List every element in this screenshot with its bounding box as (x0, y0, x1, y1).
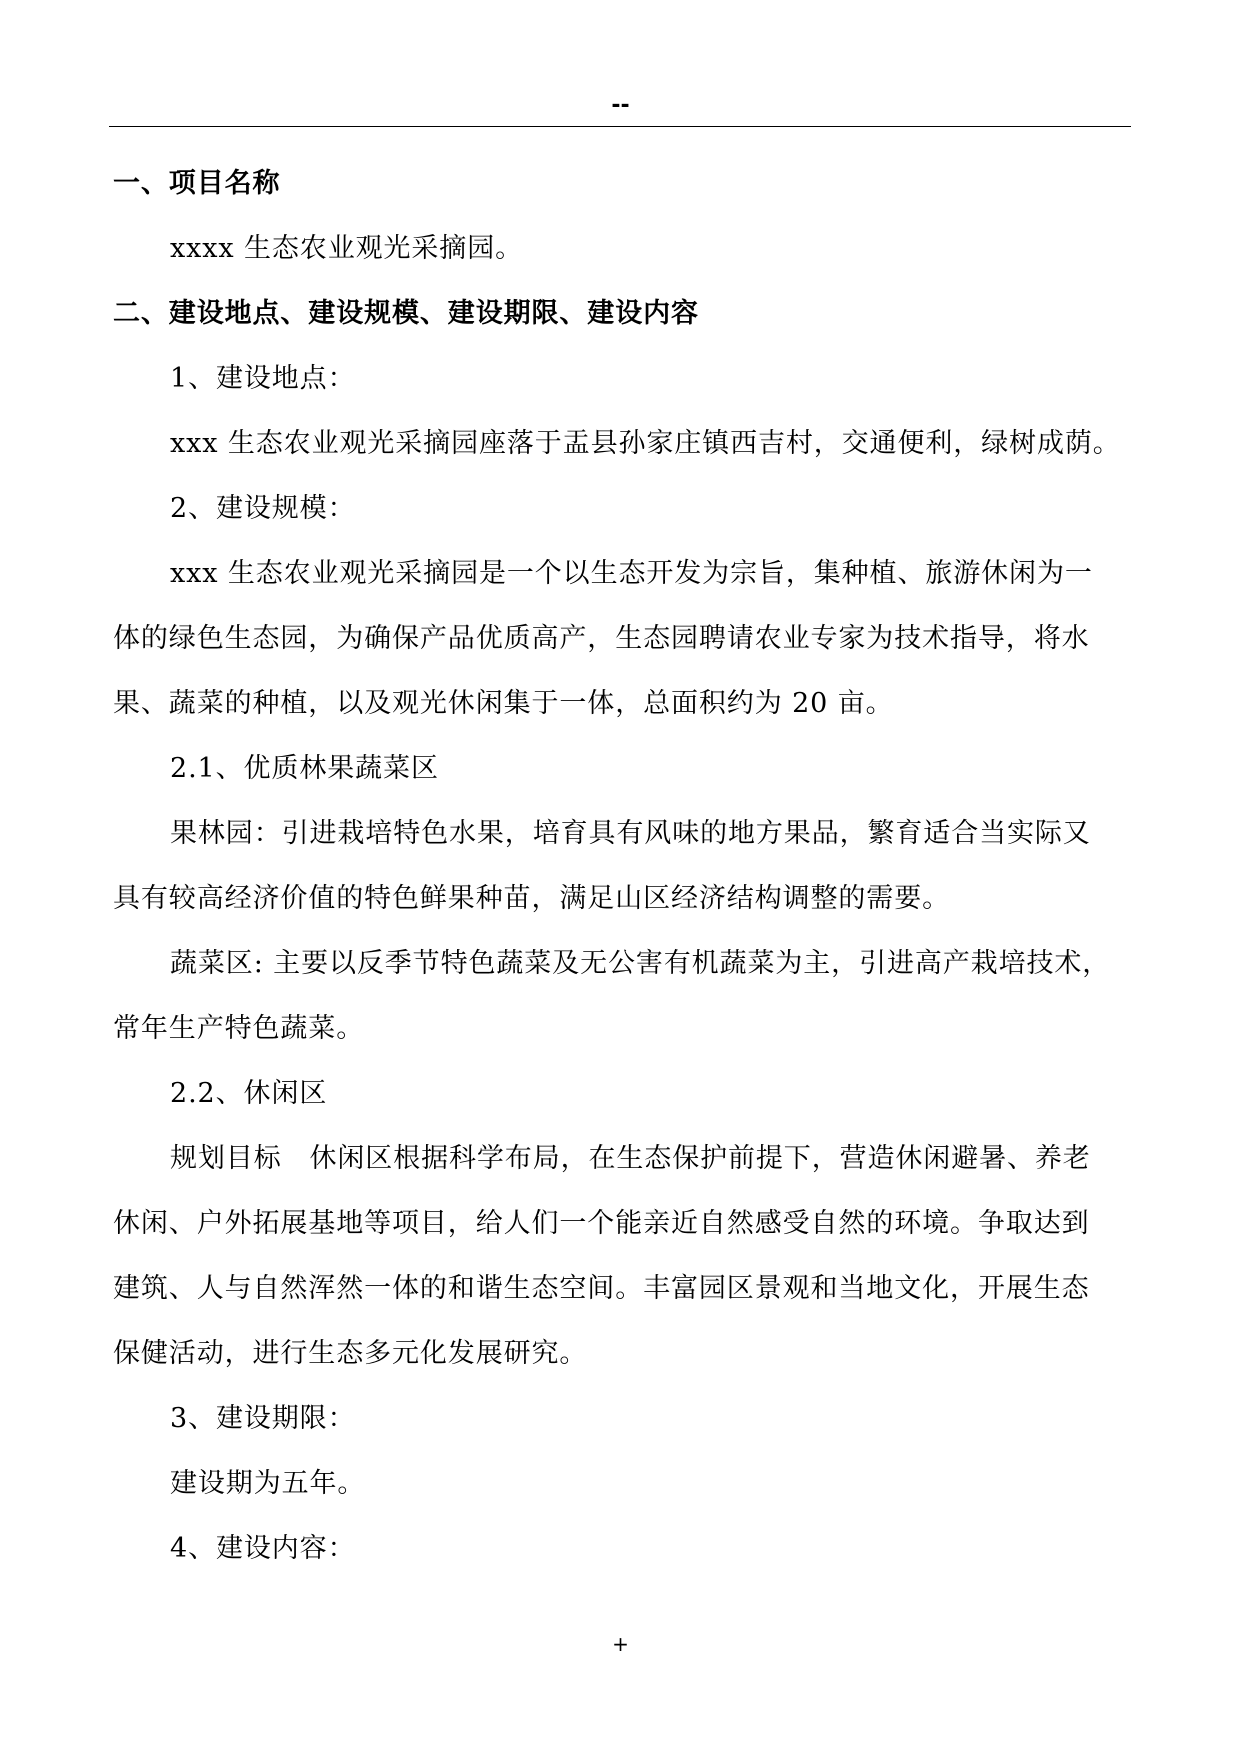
subheading-content: 4、建设内容： (170, 1533, 356, 1564)
document-body (113, 151, 1131, 1581)
duration-text: 建设期为五年。 (170, 1468, 366, 1499)
scale-paragraph-line: 果、蔬菜的种植，以及观光休闲集于一体，总面积约为 20 亩。 (113, 688, 894, 719)
vegetable-paragraph-line: 蔬菜区: 主要以反季节特色蔬菜及无公害有机蔬菜为主，引进高产栽培技术， (170, 948, 1111, 979)
section-heading-construction: 二、建设地点、建设规模、建设期限、建设内容 (113, 298, 699, 329)
location-text: xxx 生态农业观光采摘园座落于盂县孙家庄镇西吉村，交通便利，绿树成荫。 (170, 428, 1121, 459)
project-name-text: xxxx 生态农业观光采摘园。 (170, 233, 523, 264)
orchard-paragraph-line: 具有较高经济价值的特色鲜果种苗，满足山区经济结构调整的需要。 (113, 883, 950, 914)
page-header-mark: -- (611, 93, 630, 118)
leisure-paragraph-line: 建筑、人与自然浑然一体的和谐生态空间。丰富园区景观和当地文化，开展生态 (113, 1273, 1090, 1304)
leisure-paragraph-line: 规划目标 休闲区根据科学布局，在生态保护前提下，营造休闲避暑、养老 (170, 1143, 1091, 1174)
orchard-paragraph-line: 果林园：引进栽培特色水果，培育具有风味的地方果品，繁育适合当实际又 (170, 818, 1091, 849)
header-divider (109, 126, 1131, 127)
scale-paragraph-line: xxx 生态农业观光采摘园是一个以生态开发为宗旨，集种植、旅游休闲为一 (170, 558, 1093, 589)
subheading-leisure-zone: 2.2、休闲区 (170, 1078, 328, 1109)
scale-paragraph-line: 体的绿色生态园，为确保产品优质高产，生态园聘请农业专家为技术指导，将水 (113, 623, 1090, 654)
subheading-location: 1、建设地点： (170, 363, 356, 394)
vegetable-paragraph-line: 常年生产特色蔬菜。 (113, 1013, 365, 1044)
subheading-orchard-vegetable-zone: 2.1、优质林果蔬菜区 (170, 753, 439, 784)
leisure-paragraph-line: 休闲、户外拓展基地等项目，给人们一个能亲近自然感受自然的环境。争取达到 (113, 1208, 1090, 1239)
section-heading-project-name: 一、项目名称 (113, 168, 281, 199)
leisure-paragraph-line: 保健活动，进行生态多元化发展研究。 (113, 1338, 588, 1369)
subheading-scale: 2、建设规模： (170, 493, 356, 524)
subheading-duration: 3、建设期限： (170, 1403, 356, 1434)
page-footer-mark: + (612, 1632, 629, 1656)
